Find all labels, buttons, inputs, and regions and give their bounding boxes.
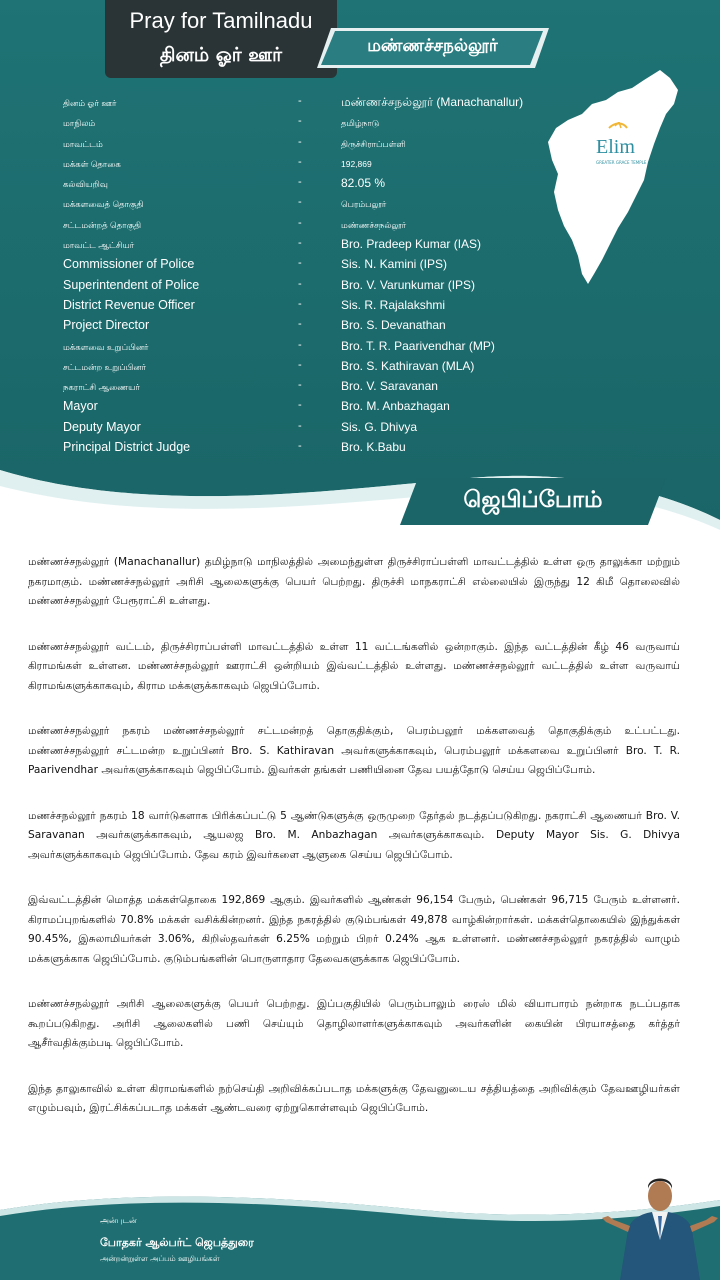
info-separator: - [298,358,302,371]
info-separator: - [298,379,302,392]
info-label: Project Director [63,318,150,333]
info-separator: - [298,135,302,148]
info-separator: - [298,176,302,189]
info-separator: - [298,257,302,270]
info-row [63,318,523,338]
info-label: Deputy Mayor [63,419,141,434]
info-row [63,196,523,216]
footer-role: அன்றன்றுள்ள அப்பம் ஊழியங்கள் [100,1254,220,1263]
info-label: மக்கள் தொகை [63,158,121,169]
info-label: மாவட்டம் [63,138,103,149]
info-value: Bro. K.Babu [341,440,406,455]
info-row [63,399,523,419]
info-label: மக்களவை உறுப்பினர் [63,341,149,352]
info-separator: - [298,155,302,168]
info-value: மண்ணச்சநல்லூர் (Manachanallur) [341,95,524,109]
footer-name: போதகர் ஆல்பர்ட் ஜெபத்துரை [100,1236,254,1249]
info-row [63,237,523,257]
info-value: Sis. R. Rajalakshmi [341,297,446,312]
info-label: மக்களவைத் தொகுதி [63,199,144,210]
info-label: District Revenue Officer [63,297,195,312]
info-value: Bro. V. Varunkumar (IPS) [341,277,476,292]
info-separator: - [298,115,302,128]
info-label: Principal District Judge [63,440,191,455]
info-value: தமிழ்நாடு [341,118,380,129]
info-label: Commissioner of Police [63,257,195,272]
info-label: மாநிலம் [63,118,96,129]
info-separator: - [298,196,302,209]
info-label: சட்டமன்றத் தொகுதி [63,219,142,230]
info-label: மாவட்ட ஆட்சியர் [63,240,135,251]
info-row [63,339,523,359]
info-row [63,176,523,196]
paragraph: மண்ணச்சநல்லூர் (Manachanallur) தமிழ்நாடு மாநிலத்தில் அமைந்துள்ள திருச்சிராப்பள்ளி மாவட்டத்தில் உள்ள ஒரு தாலுக்கா மற்றும் நகரமாகும். மண்ணச்சநல்லூர் அரிசி ஆலைகளுக்கு பெயர் பெற்றது. திருச்சி மாநகராட்சி எல்லையில் இருந்து 12 கிமீ தொலைவில் மண்ணச்சநல்லூர் பேரூராட்சி உள்ளது. [28,556,680,607]
info-separator: - [298,419,302,432]
info-value: பெரம்பலூர் [341,199,387,210]
info-label: நகராட்சி ஆணையர் [63,382,140,393]
paragraph: இவ்வட்டத்தின் மொத்த மக்கள்தொகை 192,869 ஆகும். இவர்களில் ஆண்கள் 96,154 பேரும், பெண்கள் 96,715 பேரும் உள்ளனர். கிராமப்புறங்களில் 70.8% மக்கள் வசிக்கின்றனர். இந்த நகரத்தில் குடும்பங்கள் 49,878 வாழ்கின்றார்கள். மக்கள்தொகையில் இந்துக்கள் 90.45%, இசுலாமியர்கள் 3.06%, கிறிஸ்தவர்கள் 6.25% மற்றும் பிறர் 0.24% ஆக உள்ளனர். மண்ணச்சநல்லூர் நகரத்தில் வாழும் மக்களுக்காக ஜெபிப்போம். குடும்பங்களின் பொருளாதார தேவைகளுக்காக ஜெபிப்போம். [28,894,680,965]
place-name: மண்ணச்சநல்லூர் [367,36,498,56]
info-separator: - [298,95,302,107]
article-body [28,553,680,1145]
info-row [63,95,523,115]
info-separator: - [298,277,302,290]
info-row [63,257,523,277]
info-row [63,115,523,135]
info-value: 192,869 [341,158,372,169]
title-box [105,0,337,78]
paragraph: இந்த தாலுகாவில் உள்ள கிராமங்களில் நற்செய்தி அறிவிக்கப்படாத மக்களுக்கு தேவனுடைய சத்தியத்தை அறிவிக்கும் தேவஊழியர்கள் எழும்பவும், இரட்சிக்கப்படாத மக்கள் ஆண்டவரை ஏற்றுகொள்ளவும் ஜெபிப்போம். [28,1082,680,1114]
info-label: தினம் ஓர் ஊர் [63,98,117,108]
footer-greeting: அன்புடன் [100,1216,137,1225]
info-separator: - [298,237,302,250]
info-label: கல்வியறிவு [63,179,108,190]
paragraph: மண்ணச்சநல்லூர் வட்டம், திருச்சிராப்பள்ளி மாவட்டத்தில் உள்ள 11 வட்டங்களில் ஒன்றாகும். இந்த வட்டத்தின் கீழ் 46 வருவாய் கிராமங்கள் உள்ளன. மண்ணச்சநல்லூர் ஊராட்சி ஒன்றியம் இவ்வட்டத்தில் உள்ளது. மண்ணச்சநல்லூர் வட்டத்தில் உள்ள வருவாய் கிராமங்களுக்காகவும், கிராம மக்களுக்காகவும் ஜெபிப்போம். [28,640,680,692]
info-value: Bro. Pradeep Kumar (IAS) [341,237,482,252]
info-row [63,359,523,379]
tamilnadu-map-icon [548,70,680,285]
info-value: Bro. T. R. Paarivendhar (MP) [341,338,495,353]
info-value: Sis. N. Kamini (IPS) [341,257,448,272]
page-subtitle: தினம் ஓர் ஊர் [159,44,283,66]
info-row [63,440,523,460]
pray-heading: ஜெபிப்போம் [463,487,603,513]
info-separator: - [298,318,302,331]
info-value: Bro. M. Anbazhagan [341,399,450,414]
info-value: மண்ணச்சநல்லூர் [341,219,407,230]
info-separator: - [298,338,302,351]
info-label: Superintendent of Police [63,277,200,292]
info-value: Bro. S. Kathiravan (MLA) [341,358,475,373]
paragraph: மண்ணச்சநல்லூர் அரிசி ஆலைகளுக்கு பெயர் பெற்றது. இப்பகுதியில் பெரும்பாலும் ரைஸ் மில் வியாபாரம் நன்றாக நடப்பதாக கூறப்படுகிறது. அரிசி ஆலைகளில் பணி செய்யும் தொழிலாளர்களுக்காகவும் அவர்களின் கையின் பிரயாசத்தை கர்த்தர் ஆசீர்வதிக்கும்படி ஜெபிப்போம். [28,998,680,1049]
info-label: சட்டமன்ற உறுப்பினர் [63,361,147,372]
logo-text: Elim [596,136,635,158]
info-value: Bro. S. Devanathan [341,318,446,333]
info-value: Bro. V. Saravanan [341,379,438,394]
info-row [63,379,523,399]
info-label: Mayor [63,399,98,414]
info-value: Sis. G. Dhivya [341,419,418,434]
info-separator: - [298,440,302,453]
logo-subtext: GREATER GRACE TEMPLE [596,160,647,165]
pastor-photo [600,1160,720,1280]
info-row [63,298,523,318]
info-value: திருச்சிராப்பள்ளி [341,138,406,149]
info-separator: - [298,399,302,412]
info-list [63,95,523,460]
paragraph: மண்ணச்சநல்லூர் நகரம் மண்ணச்சநல்லூர் சட்டமன்றத் தொகுதிக்கும், பெரம்பலூர் மக்களவைத் தொகுதிக்கும் உட்பட்டது. மண்ணச்சநல்லூர் சட்டமன்ற உறுப்பினர் Bro. S. Kathiravan அவர்களுக்காகவும், பெரம்பலூர் மக்களவை உறுப்பினர் Bro. T. R. Paarivendhar அவர்களுக்காகவும் ஜெபிப்போம். இவர்கள் தங்கள் பணியினை தேவ பயத்தோடு செய்ய ஜெபிப்போம். [28,725,680,776]
info-separator: - [298,216,302,229]
paragraph: மணச்சநல்லூர் நகரம் 18 வார்டுகளாக பிரிக்கப்பட்டு 5 ஆண்டுகளுக்கு ஒருமுறை தேர்தல் நடத்தப்படுகிறது. நகராட்சி ஆணையர் Bro. V. Saravanan அவர்களுக்காகவும், ஆயலஜ Bro. M. Anbazhagan அவர்களுக்காகவும். Deputy Mayor Sis. G. Dhivya அவர்களுக்காகவும் ஜெபிப்போம். தேவ கரம் இவர்களை ஆளுகை செய்ய ஜெபிப்போம். [28,809,680,861]
info-row [63,156,523,176]
page-title: Pray for Tamilnadu [129,8,313,33]
info-row [63,217,523,237]
info-row [63,420,523,440]
info-separator: - [298,297,302,310]
info-row [63,278,523,298]
info-row [63,136,523,156]
info-value: 82.05 % [341,176,386,191]
